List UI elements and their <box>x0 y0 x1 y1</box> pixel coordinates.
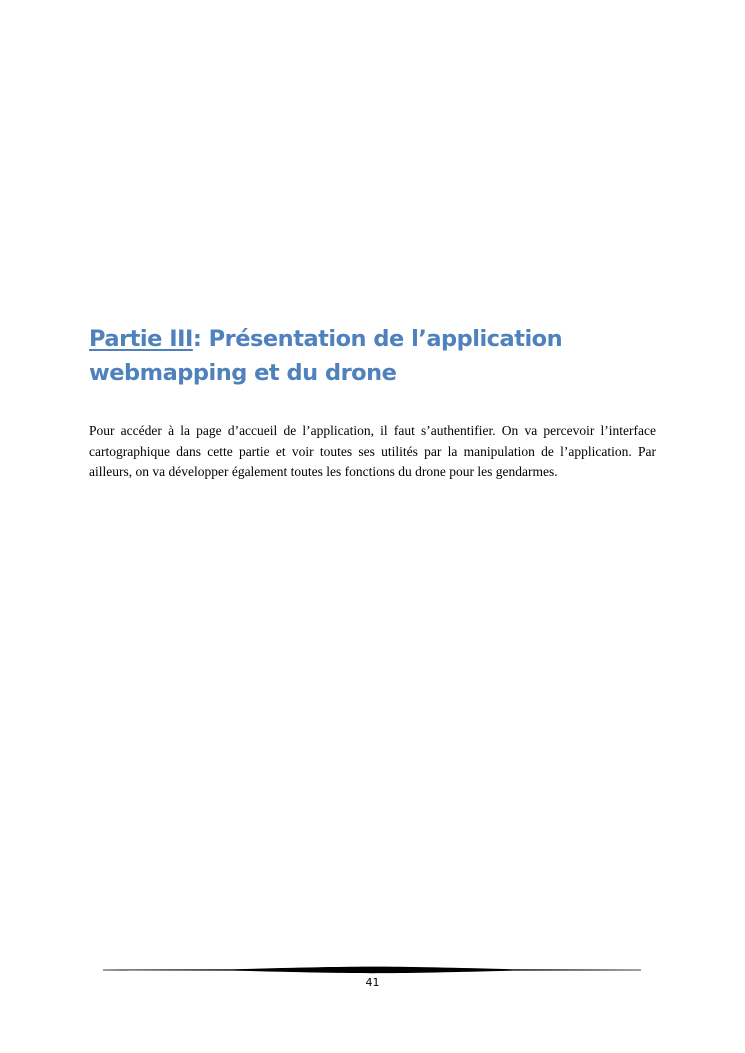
intro-paragraph: Pour accéder à la page d’accueil de l’application, il faut s’authentifier. On va percevoir l’interface cartographique dans cette partie et voir toutes ses utilités par la manipulation de l’application. Par ailleurs, on va développer également toutes les fonctions du drone pour les gendarmes. <box>89 423 656 479</box>
section-title <box>89 322 669 390</box>
footer-divider <box>103 966 641 974</box>
section-title-text: : Présentation de l’application webmapping et du drone <box>89 326 563 386</box>
page-number: 41 <box>365 976 380 989</box>
section-part-label: Partie III <box>89 326 193 352</box>
